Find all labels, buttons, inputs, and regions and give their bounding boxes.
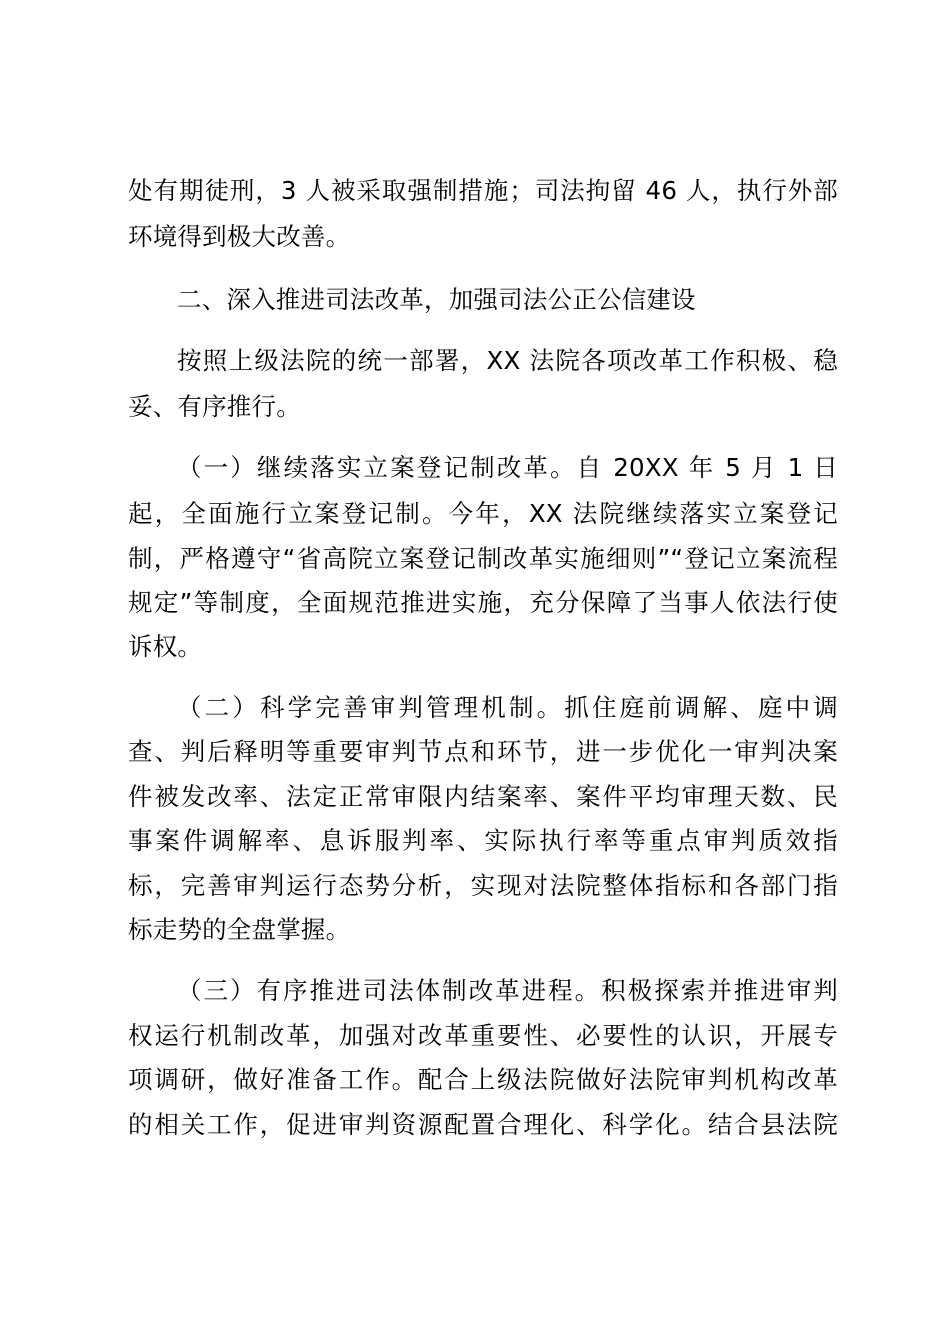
text-line: （一）继续落实立案登记制改革。自 20XX 年 5 月 1 日 [177,453,838,482]
text-line: 处有期徒刑，3 人被采取强制措施；司法拘留 46 人，执行外部 [128,176,838,205]
text-line: 事案件调解率、息诉服判率、实际执行率等重点审判质效指 [128,826,838,855]
text-line: 权运行机制改革，加强对改革重要性、必要性的认识，开展专 [128,1021,838,1050]
text-line: 环境得到极大改善。 [128,222,351,251]
text-line: 件被发改率、法定正常审限内结案率、案件平均审理天数、民 [128,782,838,811]
text-line: 的相关工作，促进审判资源配置合理化、科学化。结合县法院 [128,1110,838,1139]
text-line: 起，全面施行立案登记制。今年，XX 法院继续落实立案登记 [128,499,838,528]
text-line: 诉权。 [128,632,203,661]
text-line: 按照上级法院的统一部署，XX 法院各项改革工作积极、稳 [177,346,838,375]
text-line: 标走势的全盘掌握。 [128,915,351,944]
section-heading: 二、深入推进司法改革，加强司法公正公信建设 [177,285,696,314]
text-line: 查、判后释明等重要审判节点和环节，进一步优化一审判决案 [128,737,838,766]
text-line: 规定”等制度，全面规范推进实施，充分保障了当事人依法行使 [128,588,838,617]
text-line: （三）有序推进司法体制改革进程。积极探索并推进审判 [177,976,838,1005]
text-line: 妥、有序推行。 [128,392,301,421]
text-line: 标，完善审判运行态势分析，实现对法院整体指标和各部门指 [128,871,838,900]
text-line: 项调研，做好准备工作。配合上级法院做好法院审判机构改革 [128,1065,838,1094]
text-line: （二）科学完善审判管理机制。抓住庭前调解、庭中调 [177,693,838,722]
text-line: 制，严格遵守“省高院立案登记制改革实施细则”“登记立案流程 [128,544,838,573]
